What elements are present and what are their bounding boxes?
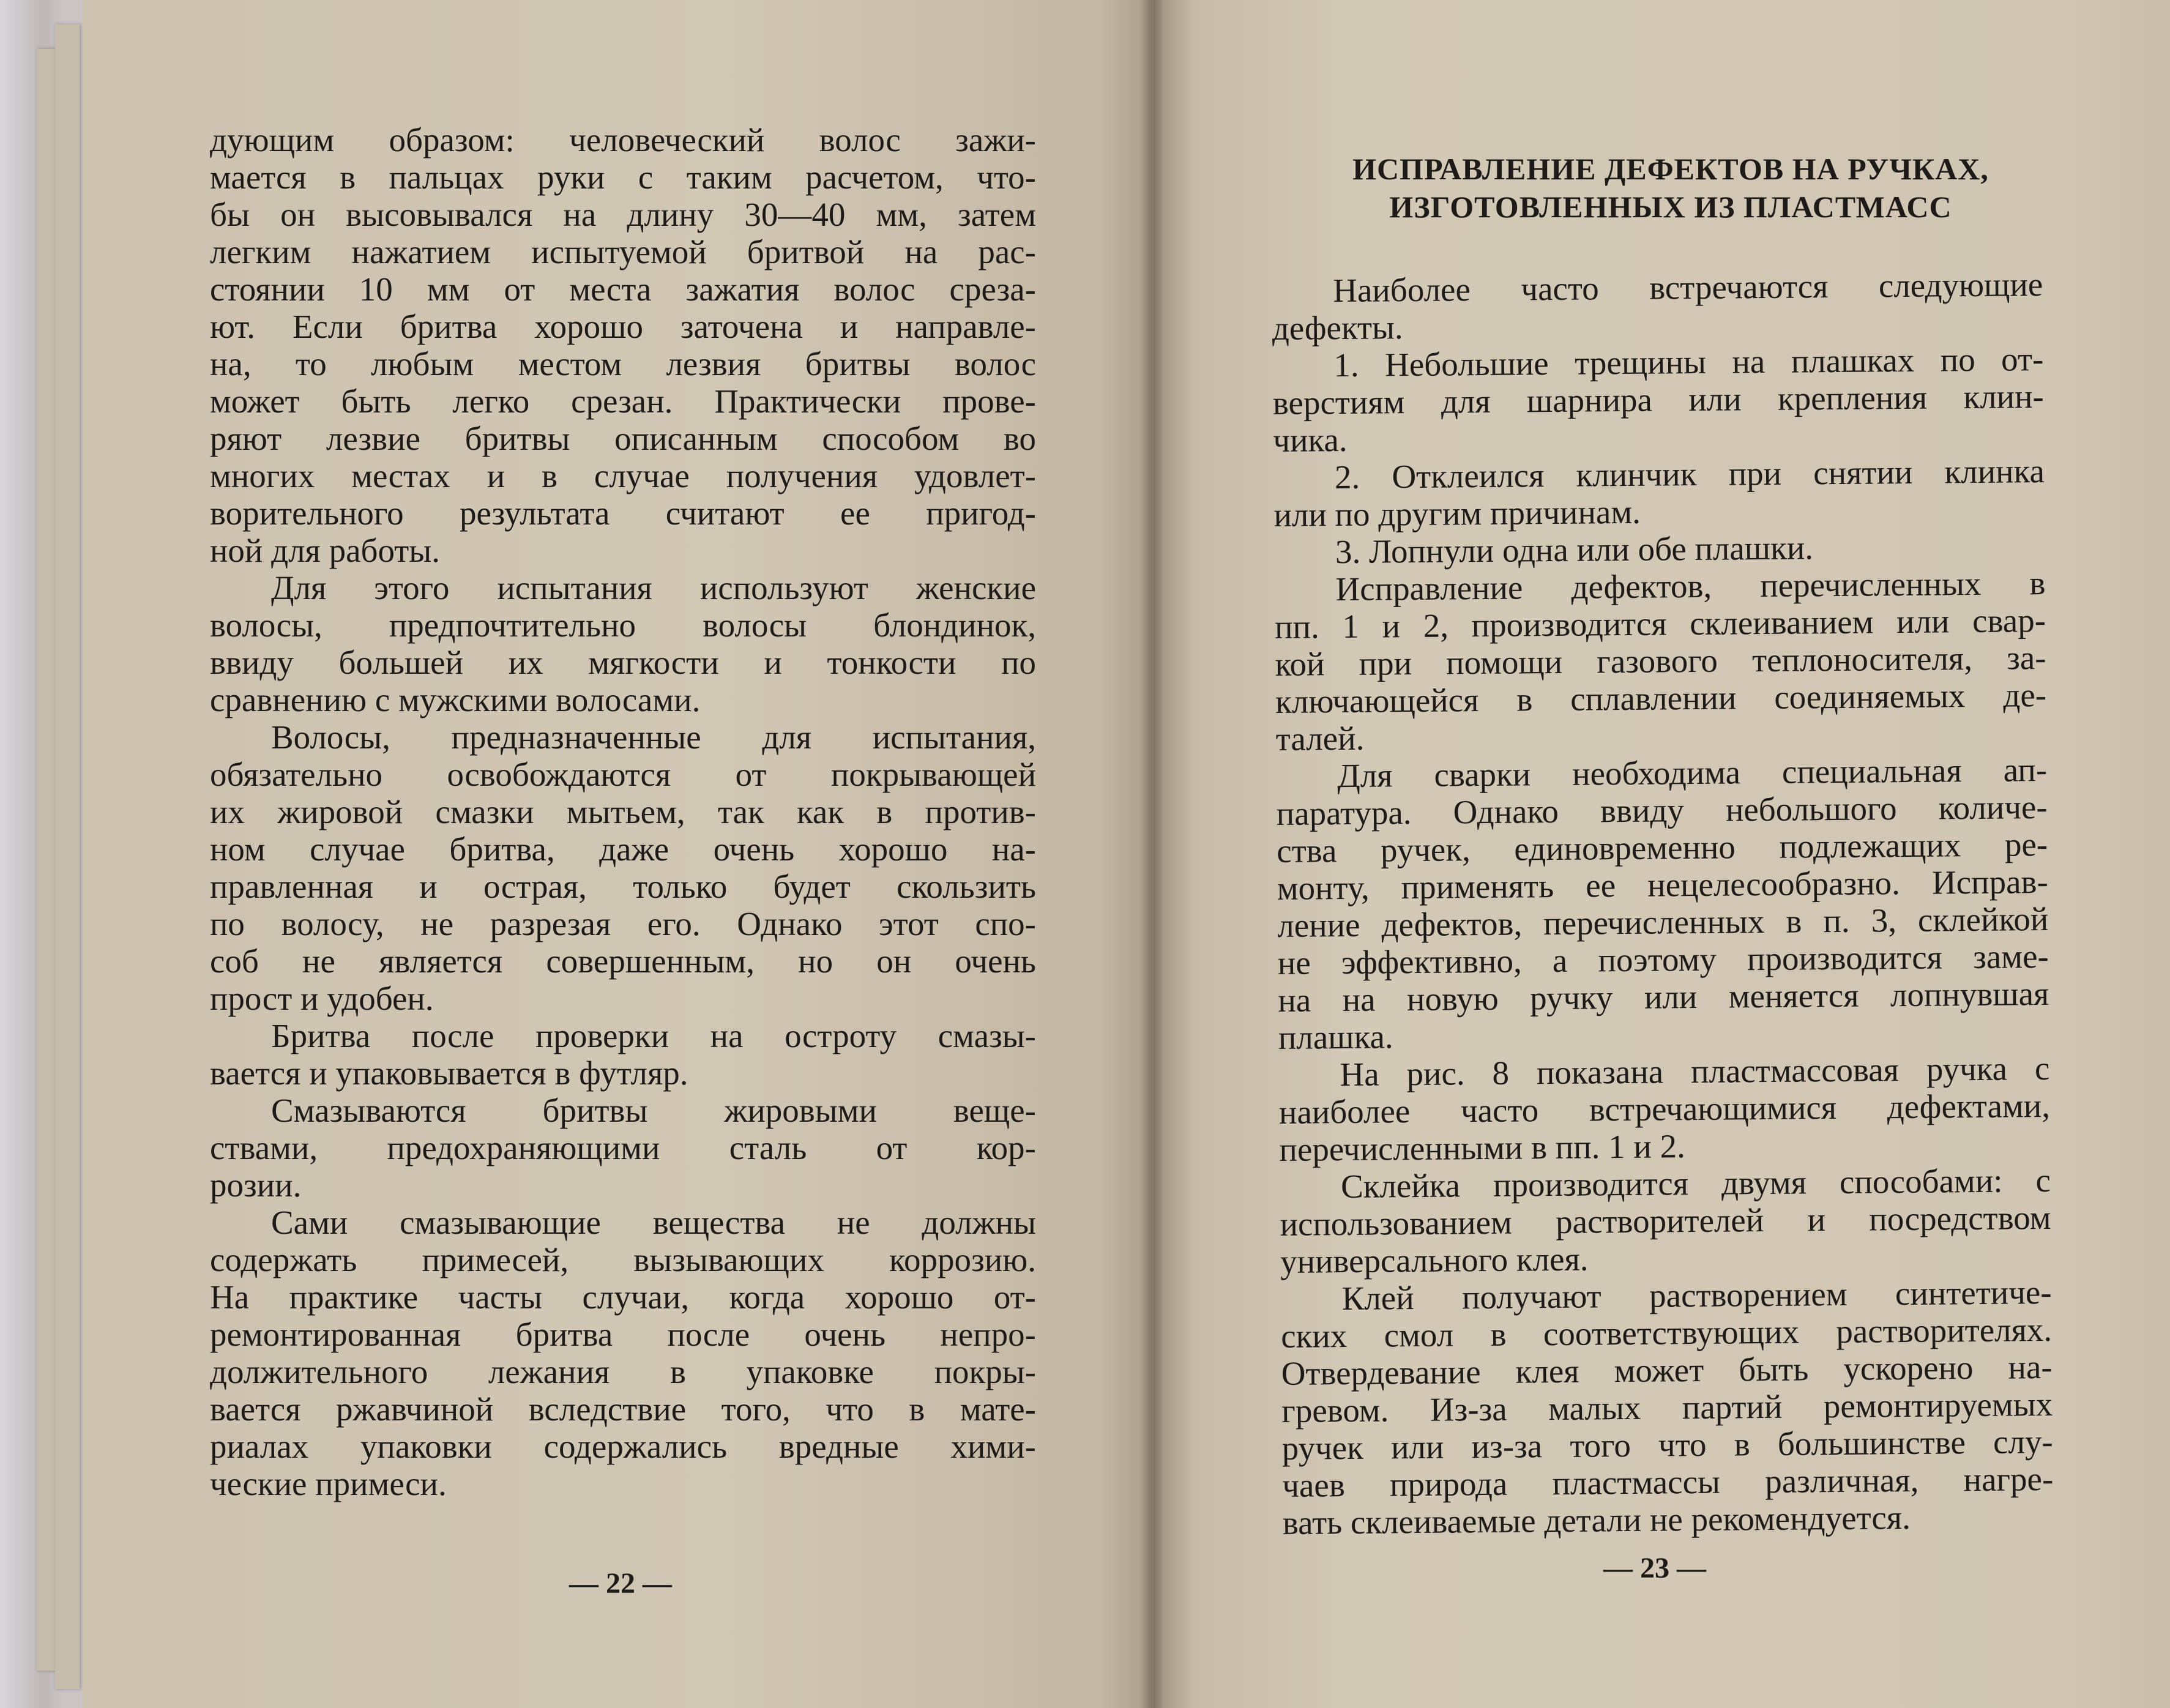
text-line: ремонтированная бритва после очень непро-	[210, 1316, 1036, 1353]
text-line: чика.	[1273, 420, 1348, 459]
section-heading-line: ИСПРАВЛЕНИЕ ДЕФЕКТОВ НА РУЧКАХ,	[1352, 152, 1989, 186]
text-line: использованием растворителей и посредством	[1280, 1198, 2051, 1243]
text-line: ление дефектов, перечисленных в п. 3, склейкой	[1277, 900, 2049, 944]
text-line: риалах упаковки содержались вредные хими-	[210, 1428, 1036, 1465]
right-page-body	[1272, 266, 2054, 1542]
text-line: обязательно освобождаются от покрывающей	[210, 756, 1036, 793]
text-line: вается и упаковывается в футляр.	[210, 1054, 688, 1092]
text-line: Для этого испытания используют женские	[271, 569, 1036, 606]
left-page-body	[210, 121, 1036, 1502]
text-line: их жировой смазки мытьем, так как в против-	[210, 793, 1036, 830]
text-line: верстиям для шарнира или крепления клин-	[1272, 377, 2045, 422]
text-line: паратура. Однако ввиду небольшого количе-	[1276, 788, 2048, 832]
text-line: универсального клея.	[1280, 1240, 1589, 1280]
text-line: на на новую ручку или меняется лопнувшая	[1278, 974, 2049, 1019]
text-line: ют. Если бритва хорошо заточена и направле-	[210, 308, 1036, 345]
text-line: дующим образом: человеческий волос зажи-	[210, 121, 1036, 158]
text-line: ческие примеси.	[210, 1465, 447, 1502]
text-line: вать склеиваемые детали не рекомендуется.	[1282, 1498, 1911, 1542]
text-line: ворительного результата считают ее пригод-	[210, 494, 1036, 532]
text-line: стоянии 10 мм от места зажатия волос среза-	[210, 270, 1036, 308]
text-line: не эффективно, а поэтому производится заме-	[1277, 937, 2049, 982]
text-line: Сами смазывающие вещества не должны	[271, 1204, 1036, 1241]
text-line: Бритва после проверки на остроту смазы-	[271, 1017, 1036, 1054]
text-line: 3. Лопнули одна или обе плашки.	[1335, 529, 1814, 571]
text-line: Исправление дефектов, перечисленных в	[1335, 564, 2046, 608]
text-line: мается в пальцах руки с таким расчетом, что-	[210, 158, 1036, 196]
text-line: ствами, предохраняющими сталь от кор-	[210, 1129, 1036, 1166]
text-line: ной для работы.	[210, 532, 441, 569]
page-number-right: — 23 —	[1603, 1552, 1706, 1584]
text-line: Отвердевание клея может быть ускорено на-	[1281, 1348, 2053, 1392]
text-line: Клей получают растворением синтетиче-	[1341, 1273, 2052, 1318]
page-stack-edge	[55, 24, 80, 1689]
page-number-left: — 22 —	[569, 1567, 672, 1600]
text-line: кой при помощи газового теплоносителя, за-	[1275, 638, 2046, 683]
text-line: ном случае бритва, даже очень хорошо на-	[210, 830, 1036, 868]
text-line: ключающейся в сплавлении соединяемых де-	[1275, 676, 2047, 720]
text-line: сравнению с мужскими волосами.	[210, 681, 701, 718]
text-line: ряют лезвие бритвы описанным способом во	[210, 420, 1036, 457]
text-line: содержать примесей, вызывающих коррозию.	[210, 1241, 1036, 1278]
text-line: ства ручек, единовременно подлежащих ре-	[1276, 825, 2048, 870]
text-line: или по другим причинам.	[1273, 493, 1641, 534]
text-line: по волосу, не разрезая его. Однако этот спо-	[210, 905, 1036, 942]
text-line: чаев природа пластмассы различная, нагре-	[1282, 1460, 2054, 1504]
text-line: ввиду большей их мягкости и тонкости по	[210, 644, 1036, 681]
section-heading-line: ИЗГОТОВЛЕННЫХ ИЗ ПЛАСТМАСС	[1389, 190, 1952, 224]
text-line: На рис. 8 показана пластмассовая ручка с	[1340, 1049, 2050, 1094]
text-line: талей.	[1275, 719, 1365, 758]
text-line: наиболее часто встречающимися дефектами,	[1278, 1086, 2051, 1131]
text-line: монту, применять ее нецелесообразно. Исправ-	[1277, 862, 2049, 907]
book-gutter	[1139, 0, 1164, 1708]
text-line: должительного лежания в упаковке покры-	[210, 1353, 1036, 1390]
text-line: дефекты.	[1272, 308, 1403, 347]
text-line: соб не является совершенным, но он очень	[210, 942, 1036, 980]
text-line: правленная и острая, только будет скользить	[210, 868, 1036, 905]
text-line: пп. 1 и 2, производится склеиванием или свар-	[1274, 601, 2046, 646]
text-line: 2. Отклеился клинчик при снятии клинка	[1334, 452, 2045, 496]
text-line: На практике часты случаи, когда хорошо от-	[210, 1278, 1036, 1316]
text-line: многих местах и в случае получения удовлет-	[210, 457, 1036, 494]
section-heading	[1297, 150, 2044, 226]
text-line: ручек или из-за того что в большинстве слу-	[1281, 1422, 2053, 1467]
text-line: прост и удобен.	[210, 980, 434, 1017]
text-line: 1. Небольшие трещины на плашках по от-	[1333, 340, 2044, 384]
text-line: на, то любым местом лезвия бритвы волос	[210, 345, 1036, 382]
text-line: Наиболее часто встречаются следующие	[1332, 266, 2043, 310]
text-line: может быть легко срезан. Практически прове-	[210, 382, 1036, 420]
text-line: Смазываются бритвы жировыми веще-	[271, 1092, 1036, 1129]
text-line: вается ржавчиной вследствие того, что в мате-	[210, 1390, 1036, 1428]
text-line: легким нажатием испытуемой бритвой на рас-	[210, 233, 1036, 270]
text-line: Склейка производится двумя способами: с	[1340, 1161, 2051, 1206]
text-line: Волосы, предназначенные для испытания,	[271, 718, 1036, 756]
text-line: волосы, предпочтительно волосы блондинок,	[210, 606, 1036, 644]
text-line: розии.	[210, 1166, 302, 1204]
text-line: ских смол в соответствующих растворителях.	[1280, 1310, 2053, 1355]
text-line: гревом. Из-за малых партий ремонтируемых	[1281, 1385, 2053, 1430]
text-line: Для сварки необходима специальная ап-	[1337, 750, 2048, 795]
text-line: бы он высовывался на длину 30—40 мм, затем	[210, 196, 1036, 233]
text-line: плашка.	[1278, 1018, 1393, 1056]
text-line: перечисленными в пп. 1 и 2.	[1279, 1127, 1686, 1168]
